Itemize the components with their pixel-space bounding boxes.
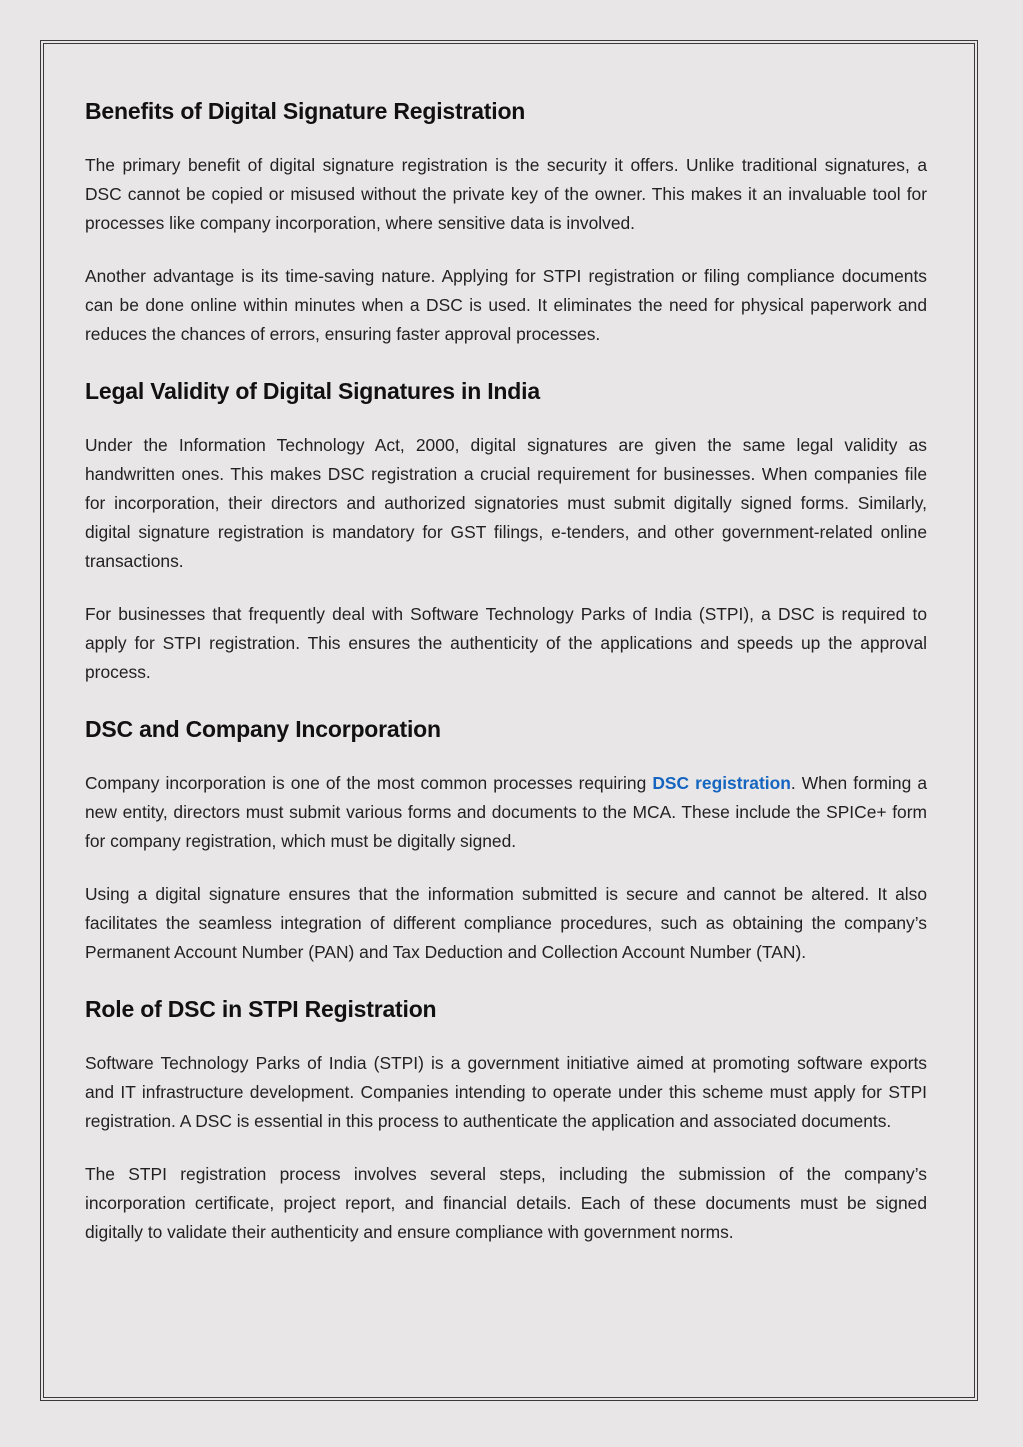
document-body (85, 96, 927, 1271)
heading-benefits: Benefits of Digital Signature Registration (85, 98, 526, 124)
heading-stpi-role: Role of DSC in STPI Registration (85, 996, 437, 1022)
paragraph-text-before-link: Company incorporation is one of the most common processes requiring (85, 773, 653, 793)
paragraph-company-incorporation-2: Using a digital signature ensures that the information submitted is secure and cannot be altered. It also facilitates the seamless integration of different compliance procedures, such as obtaining the company’s Permanent Account Number (PAN) and Tax Deduction and Collection Account Number (TAN). (85, 884, 927, 962)
paragraph-legal-validity-1: Under the Information Technology Act, 2000, digital signatures are given the same legal validity as handwritten ones. This makes DSC registration a crucial requirement for businesses. When companies file for incorporation, their directors and authorized signatories must submit digitally signed forms. Similarly, digital signature registration is mandatory for GST filings, e-tenders, and other government-related online transactions. (85, 435, 927, 571)
paragraph-stpi-role-1: Software Technology Parks of India (STPI) is a government initiative aimed at promoting software exports and IT infrastructure development. Companies intending to operate under this scheme must apply for STPI registration. A DSC is essential in this process to authenticate the application and associated documents. (85, 1053, 927, 1131)
heading-legal-validity: Legal Validity of Digital Signatures in India (85, 378, 540, 404)
dsc-registration-link[interactable]: DSC registration (652, 773, 791, 793)
paragraph-stpi-role-2: The STPI registration process involves several steps, including the submission of the company’s incorporation certificate, project report, and financial details. Each of these documents must be signed digitally to validate their authenticity and ensure compliance with government norms. (85, 1164, 927, 1242)
paragraph-text-after-link: . When forming a new entity, directors must submit various forms and documents to the MCA. These include the SPICe+ form for company registration, which must be digitally signed. (85, 773, 927, 851)
paragraph-company-incorporation-1 (85, 769, 927, 856)
heading-company-incorporation: DSC and Company Incorporation (85, 716, 441, 742)
paragraph-benefits-1: The primary benefit of digital signature registration is the security it offers. Unlike traditional signatures, a DSC cannot be copied or misused without the private key of the owner. This makes it an invaluable tool for processes like company incorporation, where sensitive data is involved. (85, 155, 927, 233)
paragraph-benefits-2: Another advantage is its time-saving nature. Applying for STPI registration or filing compliance documents can be done online within minutes when a DSC is used. It eliminates the need for physical paperwork and reduces the chances of errors, ensuring faster approval processes. (85, 266, 927, 344)
paragraph-legal-validity-2: For businesses that frequently deal with Software Technology Parks of India (STPI), a DSC is required to apply for STPI registration. This ensures the authenticity of the applications and speeds up the approval process. (85, 604, 927, 682)
